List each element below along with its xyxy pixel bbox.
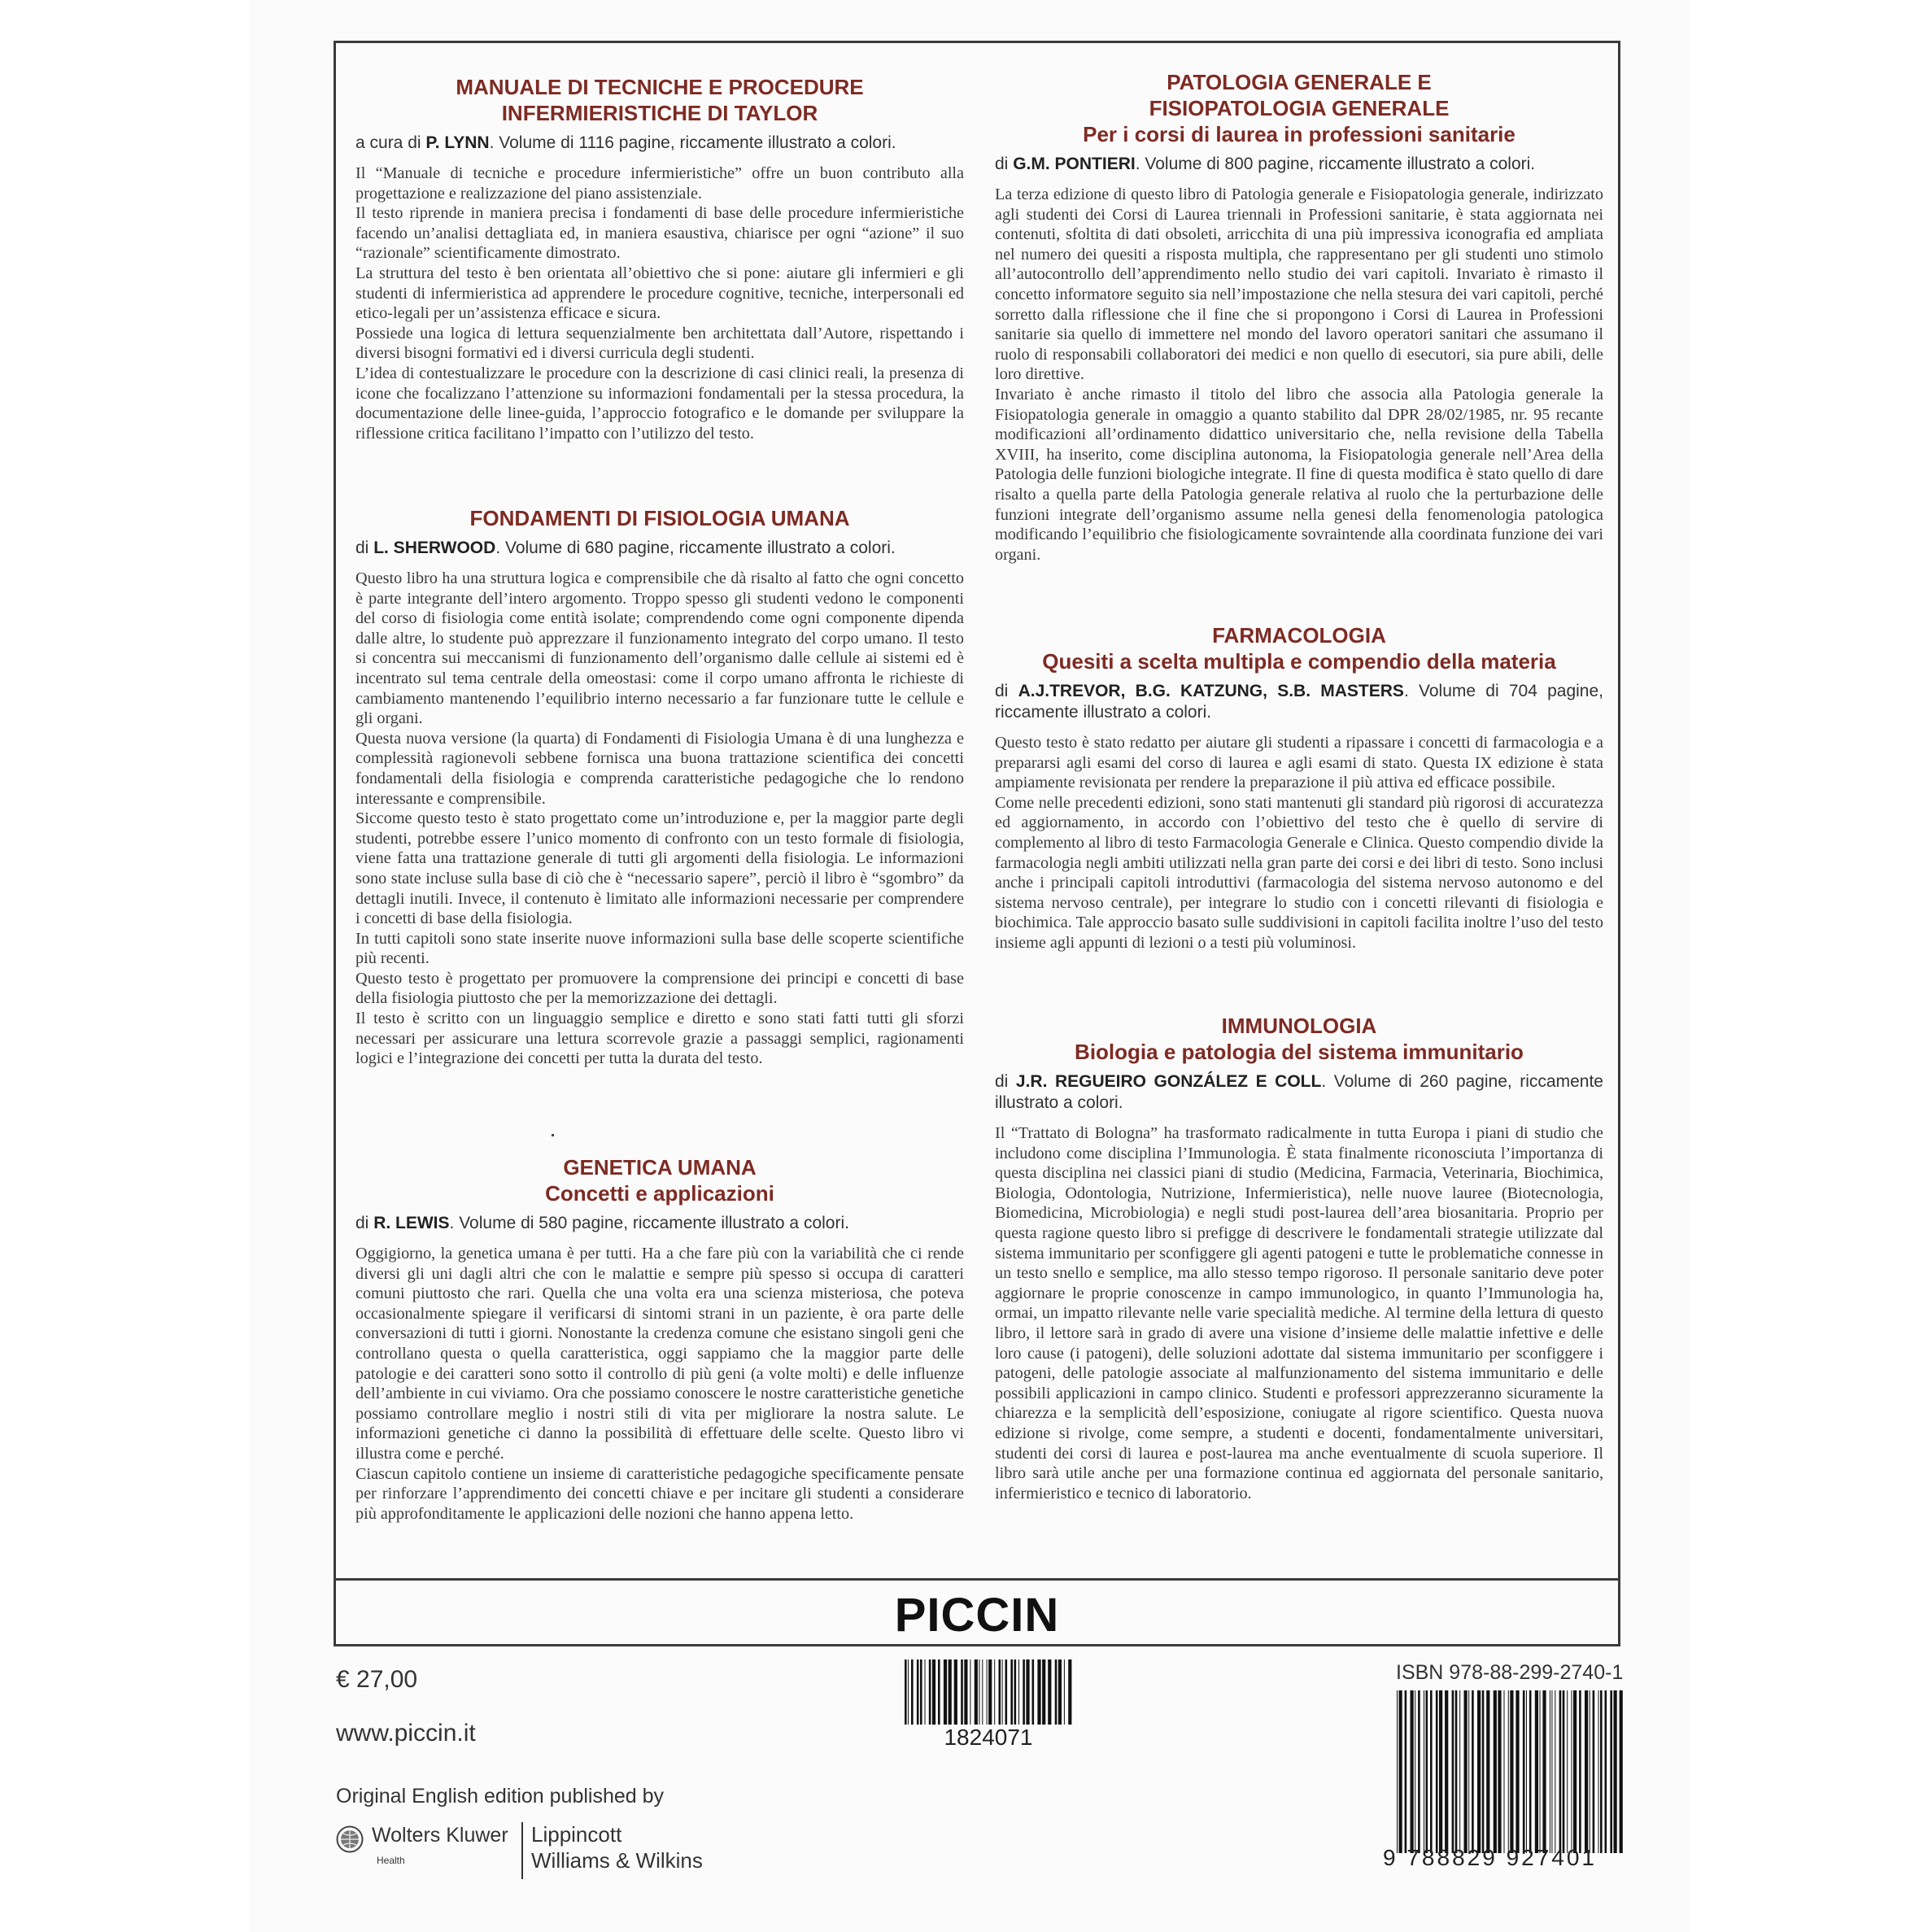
barcode-bar (1540, 1690, 1541, 1853)
barcode-bar (994, 1659, 995, 1725)
barcode-bar (1529, 1690, 1532, 1853)
internal-barcode (903, 1659, 1074, 1725)
wolters-kluwer-logo (336, 1822, 726, 1887)
barcode-bar (1064, 1659, 1065, 1725)
book-entry-taylor (355, 74, 964, 443)
byline-suffix: . Volume di 580 pagine, riccamente illustrato a colori. (449, 1214, 849, 1232)
barcode-bar (1477, 1690, 1481, 1853)
book-description (355, 569, 964, 1069)
barcode-bar (1068, 1659, 1071, 1725)
barcode-bar (905, 1659, 907, 1725)
logo-division: Health (377, 1855, 405, 1866)
barcode-bar (1482, 1690, 1485, 1853)
book-title-line: GENETICA UMANA (563, 1155, 757, 1180)
book-title (995, 69, 1603, 121)
barcode-bar (1445, 1690, 1448, 1853)
barcode-bar (932, 1659, 935, 1725)
book-entry-sherwood (355, 505, 964, 1069)
byline-suffix: . Volume di 260 pagine, riccamente illustrato a colori. (995, 1072, 1603, 1112)
book-description (355, 164, 964, 443)
book-title (995, 622, 1603, 648)
barcode-bar (1567, 1690, 1568, 1853)
book-byline (355, 1213, 964, 1234)
book-paragraph: Ciascun capitolo contiene un insieme di caratteristiche pedagogiche specificamente pensate per rinforzare l’apprendimento dei concetti chiave e per incitare gli studenti a considerare più approfonditamente le applicazioni delle nozioni che hanno appena letto. (355, 1464, 964, 1523)
barcode-bar (1005, 1659, 1008, 1725)
barcode-bar (1397, 1690, 1398, 1853)
barcode-bar (1600, 1690, 1603, 1853)
barcode-bar (982, 1659, 983, 1725)
book-subtitle: Biologia e patologia del sistema immunitario (1075, 1040, 1524, 1064)
book-entry-pontieri (995, 69, 1603, 565)
barcode-bar (1439, 1690, 1442, 1853)
barcode-bar (1523, 1690, 1525, 1853)
barcode-bar (1551, 1690, 1552, 1853)
content-frame (334, 41, 1620, 1646)
logo-imprint-line: Lippincott (531, 1822, 622, 1847)
barcode-bar (920, 1659, 922, 1725)
barcode-bar (1605, 1690, 1607, 1853)
logo-imprint-line: Williams & Wilkins (531, 1848, 703, 1873)
barcode-bar (1464, 1690, 1468, 1853)
barcode-bar (999, 1659, 1001, 1725)
barcode-bar (1504, 1690, 1505, 1853)
barcode-bar (1018, 1659, 1019, 1725)
publisher-band (336, 1581, 1618, 1649)
book-paragraph: Invariato è anche rimasto il titolo del libro che associa alla Patologia generale la Fisiopatologia generale in omaggio a quanto stabilito dal DPR 28/02/1985, nr. 95 recante modificazioni all’ordinamento didattico universitario che, nella revisione della Tabella XVIII, ha inserito, come disciplina autonoma, la Fisiopatologia generale nell’Area della Patologia delle funzioni biologiche integrate. Il fine di questa modifica è stato quello di dare risalto a quella parte della Patologia generale relativa al ruolo che la perturbazione delle funzioni integrate dell’organismo assume nella genesi della fenomenologia patologica modificando l’equilibrio che fisiologicamente sovraintende alla coordinata funzione dei vari organi. (995, 385, 1603, 564)
barcode-bar (1472, 1690, 1474, 1853)
byline-prefix: di (995, 682, 1018, 700)
globe-icon (336, 1825, 364, 1853)
barcode-bar (988, 1659, 992, 1725)
barcode-bar (1508, 1690, 1509, 1853)
byline-prefix: di (355, 1214, 374, 1232)
byline-prefix: di (355, 539, 374, 557)
barcode-bar (1452, 1690, 1454, 1853)
book-paragraph: In tutti capitoli sono state inserite nuove informazioni sulla base delle scoperte scientifiche più recenti. (355, 929, 964, 968)
byline-prefix: a cura di (355, 133, 426, 152)
book-authors: J.R. REGUEIRO GONZÁLEZ E COLL (1015, 1072, 1322, 1091)
book-description (995, 733, 1603, 953)
original-edition-note: Original English edition published by (336, 1785, 665, 1808)
logo-separator (521, 1822, 523, 1879)
barcode-bar (908, 1659, 909, 1725)
logo-brand: Wolters Kluwer (372, 1824, 508, 1847)
byline-prefix: di (995, 1072, 1016, 1091)
barcode-bar (961, 1659, 963, 1725)
book-byline (355, 538, 964, 559)
book-title (355, 1154, 964, 1180)
book-title-line: IMMUNOLOGIA (1221, 1014, 1377, 1038)
barcode-bar (1563, 1690, 1565, 1853)
barcode-bar (987, 1659, 988, 1725)
isbn-barcode-digits: 9 788829 927401 (1383, 1845, 1597, 1870)
book-title-line: FARMACOLOGIA (1212, 623, 1386, 648)
book-paragraph: Come nelle precedenti edizioni, sono stati mantenuti gli standard più rigorosi di accuratezza ed aggiornamento, in accordo con l’obiettivo del testo che è quello di servire di complemento al libro di testo Farmacologia Generale e Clinica. Questo compendio divide la farmacologia negli ambiti utilizzati nella gran parte dei corsi e dei libri di testo. Sono inclusi anche i principali capitoli introduttivi (farmacologia del sistema nervoso autonomo e del sistema nervoso centrale), per integrare lo studio con i concetti rilevanti di fisiologia e biochimica. Tale approccio basato sulle suddivisioni in capitoli facilita inoltre l’uso del testo insieme agli appunti di lezioni o a testi più voluminosi. (995, 793, 1603, 952)
barcode-bar (911, 1659, 914, 1725)
barcode-bar (1430, 1690, 1433, 1853)
barcode-bar (964, 1659, 967, 1725)
barcode-bar (1405, 1690, 1407, 1853)
book-title-line: FONDAMENTI DI FISIOLOGIA UMANA (469, 506, 850, 530)
barcode-bar (1579, 1690, 1581, 1853)
book-authors: A.J.TREVOR, B.G. KATZUNG, S.B. MASTERS (1018, 682, 1404, 700)
isbn-barcode (1395, 1690, 1627, 1853)
book-paragraph: Siccome questo testo è stato progettato come un’introduzione e, per la maggior parte degli studenti, potrebbe essere l’unico momento di confronto con un testo formale di fisiologia, viene fatta una trattazione generale di tutti gli argomenti della fisiologia. Le informazioni sono state incluse sulla base di ciò che è “necessario sapere”, perciò il libro è “sgombro” da dettagli inutili. Invece, il contenuto è limitato alle informazioni necessarie per comprendere i concetti di base della fisiologia. (355, 809, 964, 928)
isbn-label: ISBN 978-88-299-2740-1 (1396, 1661, 1624, 1684)
book-paragraph: Questo testo è stato redatto per aiutare gli studenti a ripassare i concetti di farmacologia e a prepararsi agli esami del corso di laurea e agli esami di stato. Questa IX edizione è stata ampiamente revisionata per rendere la preparazione il più attiva ed efficace possibile. (995, 734, 1603, 792)
barcode-bar (1585, 1690, 1588, 1853)
barcode-bar (1026, 1659, 1029, 1725)
byline-suffix: . Volume di 800 pagine, riccamente illustrato a colori. (1135, 155, 1536, 173)
book-byline (995, 1071, 1603, 1114)
book-paragraph: Questo testo è progettato per promuovere la comprensione dei principi e concetti di base della fisiologia piuttosto che per la memorizzazione dei dettagli. (355, 969, 964, 1008)
barcode-bar (1498, 1690, 1501, 1853)
book-entry-lewis (355, 1154, 964, 1524)
barcode-bar (1055, 1659, 1058, 1725)
barcode-bar (1037, 1659, 1040, 1725)
stray-mark (552, 1134, 554, 1136)
book-authors: G.M. PONTIERI (1013, 155, 1136, 173)
book-paragraph: Oggigiorno, la genetica umana è per tutti. Ha a che fare più con la variabilità che ci rende diversi gli uni dagli altri che con le malattie e sempre più spesso si occupa di caratteri comuni piuttosto che rari. Quella che una volta era una scienza misteriosa, che poteva occasionalmente spiegare il verificarsi di sintomi strani in un paziente, è ora parte delle conversazioni di tutti i giorni. Nonostante la credenza comune che esistano singoli geni che controllano questa o quella caratteristica, oggi sappiamo che la maggior parte delle patologie e dei caratteri sono sotto il controllo di più geni (a volte molti) e delle influenze dell’ambiente in cui viviamo. Ora che possiamo conoscere le nostre caratteristiche genetiche possiamo controllare meglio i nostri stili di vita per migliorare la nostra salute. Le informazioni genetiche ci danno la possibilità di effettuare delle scelte. Questo libro vi illustra come e perché. (355, 1245, 964, 1463)
barcode-bar (1014, 1659, 1017, 1725)
book-paragraph: Questa nuova versione (la quarta) di Fondamenti di Fisiologia Umana è di una lunghezza e complessità ragionevoli sebbene fornisca una buona trattazione scientifica dei concetti fondamentali della fisiologia e comprenda caratteristiche pedagogiche che lo rendono interessante e comprensibile. (355, 729, 964, 808)
book-byline (355, 133, 964, 154)
byline-suffix: . Volume di 680 pagine, riccamente illustrato a colori. (495, 539, 896, 557)
barcode-bar (1516, 1690, 1519, 1853)
book-description (995, 1123, 1603, 1503)
barcode-bar (1048, 1659, 1051, 1725)
book-subtitle: Per i corsi di laurea in professioni sanitarie (1083, 122, 1516, 146)
barcode-bar (1436, 1690, 1438, 1853)
barcode-bar (1399, 1690, 1402, 1853)
book-paragraph: Questo libro ha una struttura logica e comprensibile che dà risalto al fatto che ogni concetto è parte integrante dell’intero argomento. Troppo spesso gli studenti vedono le componenti del corso di fisiologia come entità isolate; comprendendo come ogni componente dipenda dalle altre, lo studente può apprezzare il funzionamento integrato del corpo umano. Il testo si concentra sui meccanismi di funzionamento dell’organismo dalle cellule ai sistemi ed è incentrato sul tema centrale della omeostasi: come il corpo umano affronta le richieste di cambiamento mantenendo l’equilibrio interno necessario a far funzionare tutte le cellule e gli organi. (355, 569, 964, 728)
book-title (355, 74, 964, 126)
barcode-bar (1614, 1690, 1617, 1853)
book-paragraph: Il “Trattato di Bologna” ha trasformato radicalmente in tutta Europa i piani di studio che includono come disciplina l’Immunologia. È stata finalmente riconosciuta l’importanza di questa disciplina nei classici piani di studio (Medicina, Farmacia, Veterinaria, Biochimica, Biologia, Odontologia, Nutrizione, Infermieristica), nelle nuove lauree (Biotecnologia, Biomedicina, Microbiologia) e negli studi post-laurea dell’area biosanitaria. Proprio per questa ragione questo libro si prefigge di descrivere le fondamentali strategie utilizzate dal sistema immunitario per sconfiggere gli agenti patogeni e tutte le problematiche connesse in un testo snello e semplice, ma allo stesso tempo rigoroso. Il personale sanitario deve poter aggiornare le proprie conoscenze in campo immunologico, in quanto l’Immunologia ha, ormai, un impatto rilevante nelle varie specialità mediche. Al termine della lettura di questo libro, il lettore sarà in grado di avere una visione d’insieme delle malattie infettive e delle loro cause (i patogeni), delle soluzioni adottate dal sistema immunitario per sconfiggere i patogeni, delle patologie associate al malfunzionamento del sistema immunitario e delle possibili applicazioni in campo clinico. Studenti e professori apprezzeranno sicuramente la chiarezza e la semplicità dell’esposizione, coniugate al rigore scientifico. Questa nuova edizione si rivolge, come sempre, a studenti e docenti, fondamentalmente universitari, studenti dei corsi di laurea e post-laurea ma anche eventualmente di scuola superiore. Il libro sarà utile anche per una formazione continua ed aggiornata del personale sanitario, infermieristico e tecnico di laboratorio. (995, 1124, 1603, 1502)
book-title-line: INFERMIERISTICHE DI TAYLOR (501, 101, 818, 125)
barcode-bar (1418, 1690, 1420, 1853)
byline-prefix: di (995, 155, 1014, 173)
book-paragraph: Il “Manuale di tecniche e procedure infermieristiche” offre un buon contributo alla progettazione e realizzazione del piano assistenziale. (355, 164, 964, 203)
book-entry-trevor (995, 622, 1603, 953)
book-title (355, 505, 964, 531)
barcode-bar (1535, 1690, 1538, 1853)
barcode-bar (1573, 1690, 1577, 1853)
barcode-bar (1542, 1690, 1546, 1853)
barcode-bar (938, 1659, 940, 1725)
publisher-logo: PICCIN (894, 1588, 1060, 1642)
book-subtitle: Concetti e applicazioni (545, 1181, 774, 1206)
book-paragraph: Possiede una logica di lettura sequenzialmente ben architettata dall’Autore, rispettando i diversi bisogni formativi ed i diversi curricula degli studenti. (355, 324, 964, 363)
barcode-bar (954, 1659, 957, 1725)
barcode-bar (1455, 1690, 1458, 1853)
book-description (355, 1244, 964, 1524)
book-entry-regueiro (995, 1013, 1603, 1503)
barcode-bar (1010, 1659, 1013, 1725)
barcode-bar (1593, 1690, 1595, 1853)
byline-suffix: . Volume di 1116 pagine, riccamente illustrato a colori. (489, 133, 896, 152)
barcode-bar (1426, 1690, 1428, 1853)
barcode-bar (917, 1659, 919, 1725)
barcode-bar (975, 1659, 978, 1725)
barcode-bar (1002, 1659, 1003, 1725)
book-title-line: PATOLOGIA GENERALE E (1167, 70, 1432, 94)
barcode-bar (1598, 1690, 1599, 1853)
book-title (995, 1013, 1603, 1039)
barcode-bar (1620, 1690, 1623, 1853)
book-authors: R. LEWIS (373, 1214, 450, 1232)
book-authors: L. SHERWOOD (373, 539, 496, 557)
book-byline (995, 681, 1603, 723)
book-paragraph: La struttura del testo è ben orientata all’obiettivo che si pone: aiutare gli infermieri e gli studenti di infermieristica ad apprendere le procedure cognitive, tecniche, interpersonali ed etico-legali per un’assistenza efficace e sicura. (355, 264, 964, 323)
barcode-bar (949, 1659, 952, 1725)
book-paragraph: Il testo riprende in maniera precisa i fondamenti di base delle procedure infermieristiche facendo un’analisi dettagliata ed, in maniera esaustiva, chiarisce per ogni “azione” il suo “razionale” scientificamente dimostrato. (355, 204, 964, 263)
barcode-bar (1494, 1690, 1497, 1853)
book-paragraph: La terza edizione di questo libro di Patologia generale e Fisiopatologia generale, indirizzato agli studenti dei Corsi di Laurea triennali in Professioni sanitarie, è stata aggiornata nei contenuti, sfoltita di dati obsoleti, arricchita di una più impressiva iconografia ed ampliata nel numero dei quesiti a risposta multipla, che rappresentano per gli studenti uno stimolo all’autocontrollo dell’apprendimento nello studio dei vari capitoli. Invariato è rimasto il concetto informatore seguito sia nell’impostazione che nella stesura dei vari capitoli, perché sorretto dalla riflessione che il fine che si propongono i Corsi di Laurea in Professioni sanitarie sia quello di immettere nel mondo del lavoro operatori sanitari che assumano il ruolo di responsabili collaboratori dei medici e non quello di esecutori, sia pure abili, delle loro direttive. (995, 185, 1603, 384)
book-authors: P. LYNN (425, 133, 490, 152)
barcode-bar (1032, 1659, 1035, 1725)
barcode-bar (1486, 1690, 1489, 1853)
barcode-bar (925, 1659, 926, 1725)
book-paragraph: Il testo è scritto con un linguaggio semplice e diretto e sono stati fatti tutti gli sforzi necessari per assicurare una lettura scorrevole grazie a passaggi semplici, ragionamenti logici e l’integrazione dei concetti per tutta la durata del testo. (355, 1010, 964, 1068)
barcode-bar (929, 1659, 931, 1725)
barcode-bar (1510, 1690, 1513, 1853)
book-title-line: MANUALE DI TECNICHE E PROCEDURE (456, 75, 864, 99)
book-byline (995, 154, 1603, 175)
barcode-bar (1526, 1690, 1527, 1853)
barcode-bar (1459, 1690, 1460, 1853)
barcode-bar (1023, 1659, 1025, 1725)
byline-suffix: . Volume di 704 pagine, riccamente illustrato a colori. (995, 682, 1603, 722)
book-subtitle: Quesiti a scelta multipla e compendio della materia (1042, 649, 1556, 674)
price-label: € 27,00 (336, 1666, 418, 1693)
barcode-bar (1411, 1690, 1414, 1853)
barcode-bar (1610, 1690, 1612, 1853)
book-paragraph: L’idea di contestualizzare le procedure con la descrizione di casi clinici reali, la presenza di icone che focalizzano l’attenzione su informazioni fondamentali per la stessa procedura, la documentazione delle linee-guida, l’approccio fotografico e le domande per sviluppare la riflessione critica facilitano l’impatto con l’utilizzo del testo. (355, 364, 964, 443)
barcode-bar (1468, 1690, 1469, 1853)
barcode-bar (1559, 1690, 1562, 1853)
book-title-line: FISIOPATOLOGIA GENERALE (1149, 96, 1450, 120)
barcode-bar (1042, 1659, 1045, 1725)
internal-code: 1824071 (944, 1725, 1033, 1750)
barcode-bar (944, 1659, 947, 1725)
book-description (995, 185, 1603, 565)
barcode-bar (1058, 1659, 1062, 1725)
website-link[interactable]: www.piccin.it (336, 1720, 476, 1747)
